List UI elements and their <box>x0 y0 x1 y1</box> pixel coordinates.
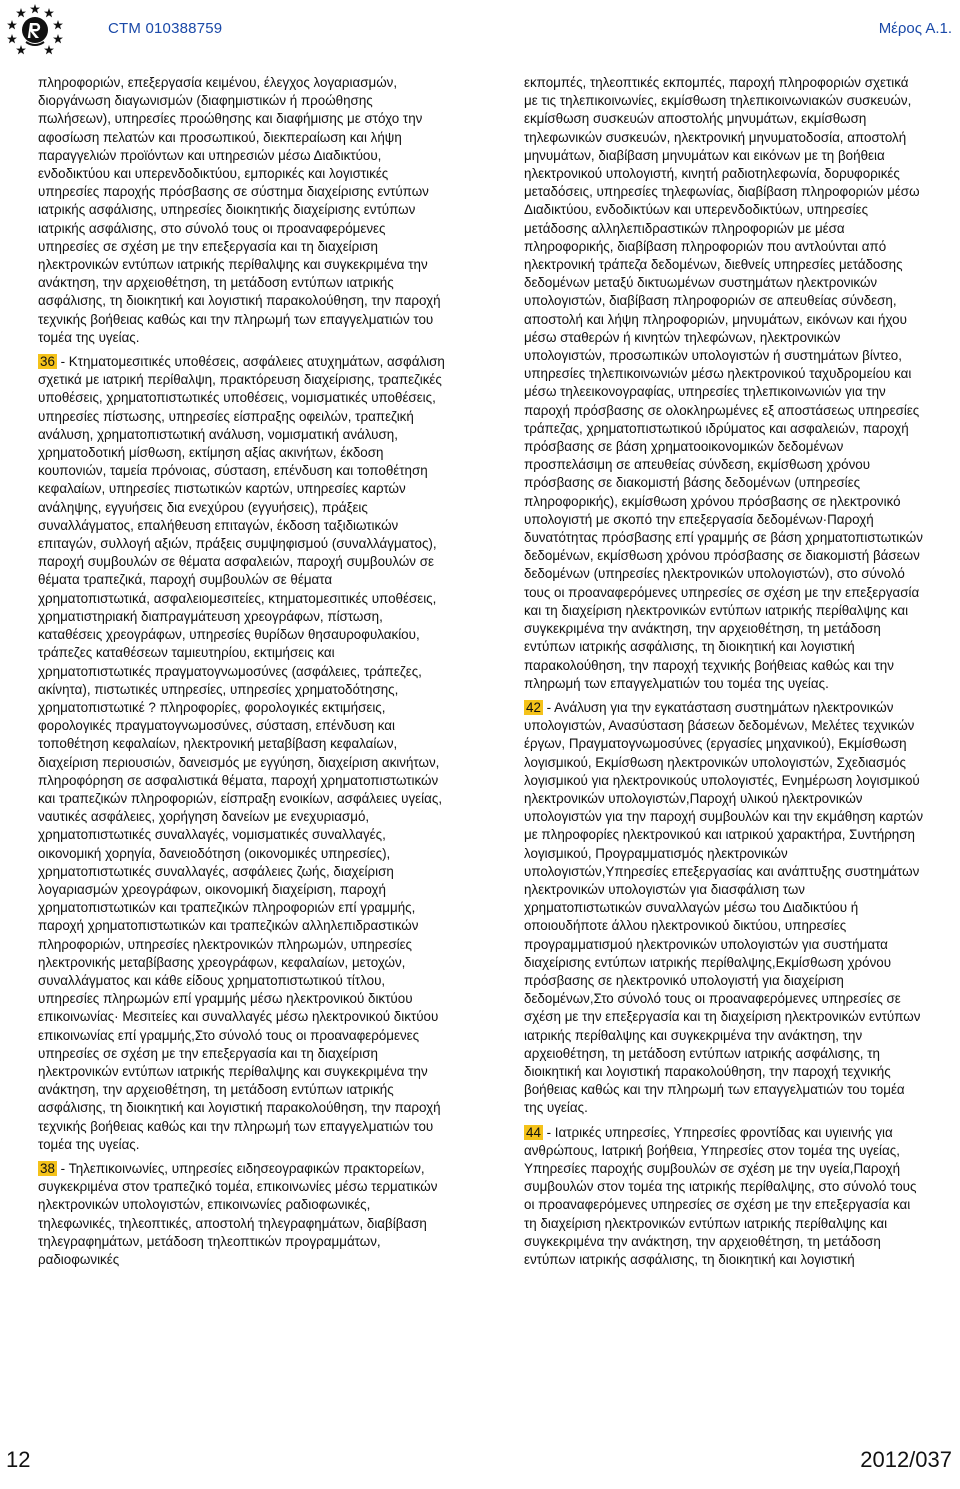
left-column <box>38 74 446 1275</box>
class-44-paragraph <box>524 1124 924 1270</box>
eu-stars-r-logo-icon <box>4 2 66 58</box>
trademark-number: CTM 010388759 <box>108 20 223 37</box>
right-intro-paragraph: εκπομπές, τηλεοπτικές εκπομπές, παροχή πληροφοριών σχετικά με τις τηλεπικοινωνίες, εκμίσθωση τηλεπικοινωνιακών συσκευών, εκμίσθωση συσκευών αποστολής μηνυμάτων, εκμίσθωση τηλεφωνικών συσκευών, ηλεκτρονική μηνυματοδοσία, αποστολή μηνυμάτων, διαβίβαση μηνυμάτων και εικόνων με τη βοήθεια ηλεκτρονικού υπολογιστή, κινητή ραδιοτηλεφωνία, δορυφορικές μεταδόσεις, υπηρεσίες τηλεφωνίας, διαβίβαση πληροφοριών μέσω Διαδικτύου, ενδοδικτύων και υπερενδοδικτύων, υπηρεσίες μετάδοσης αλληλεπιδραστικών πληροφοριών με μέσα πληροφορικής, διαβίβαση πληροφοριών που αντλούνται από ηλεκτρονική τράπεζα δεδομένων, διεθνείς υπηρεσίες μετάδοσης δεδομένων μεταξύ δικτυωμένων συστημάτων ηλεκτρονικών υπολογιστών, διαβίβαση πληροφοριών σε απευθείας σύνδεση, αποστολή και λήψη πληροφοριών, μηνυμάτων, εικόνων και ήχου μέσω σταθερών ή κινητών τηλεφώνων, ηλεκτρονικών υπολογιστών, προσωπικών υπολογιστών ή συστημάτων βίντεο, υπηρεσίες τηλεπικοινωνιών μέσω ηλεκτρονικού ταχυδρομείου και μέσω τηλεεικονογραφίας, υπηρεσίες τηλεπικοινωνιών για την παροχή πρόσβασης σε ολοκληρωμένες εξ αποστάσεως υπηρεσίες τράπεζας, χρηματοπιστωτικού ιδρύματος και ασφαλειών, παροχή πρόσβασης σε βάση χρηματοοικονομικών δεδομένων προσπελάσιμη σε απευθείας σύνδεση, εκμίσθωση χρόνου πρόσβασης σε διακομιστή βάσης δεδομένων (υπηρεσίες πληροφορικής), εκμίσθωση χρόνου πρόσβασης σε ηλεκτρονικό υπολογιστή με σκοπό την επεξεργασία δεδομένων·Παροχή δυνατότητας πρόσβασης επί γραμμής σε βάση χρηματοπιστωτικών δεδομένων, εκμίσθωση χρόνου πρόσβασης σε διακομιστή βάσεων δεδομένων (υπηρεσίες ηλεκτρονικών υπολογιστών), στο σύνολό τους οι προαναφερόμενες υπηρεσίες σε σχέση με την επεξεργασία και τη διαχείριση ηλεκτρονικών εντύπων ιατρικής περίθαλψης και συγκεκριμένα την ανάκτηση, την αρχειοθέτηση, τη μετάδοση εντύπων ιατρικής ασφάλισης, τη διοικητική και λογιστική παρακολούθηση, την παροχή τεχνικής βοήθειας καθώς και την πληρωμή των επαγγελματιών του τομέα της υγείας. <box>524 75 923 691</box>
class-38-text: - Τηλεπικοινωνίες, υπηρεσίες ειδησεογραφικών πρακτορείων, συγκεκριμένα στον τραπεζικό τομέα, επικοινωνίες μέσω τερματικών ηλεκτρονικών υπολογιστών, επικοινωνίες ραδιοφωνικές, τηλεφωνικές, τηλεοπτικές, αποστολή τηλεγραφημάτων, διαβίβαση τηλεγραφημάτων, μετάδοση τηλεοπτικών προγραμμάτων, ραδιοφωνικές <box>38 1160 438 1267</box>
class-42-paragraph <box>524 699 924 1118</box>
right-column <box>524 74 924 1275</box>
bulletin-issue: 2012/037 <box>860 1447 952 1472</box>
class-36-number: 36 <box>40 354 55 370</box>
class-36-paragraph <box>38 353 446 1154</box>
class-38-paragraph <box>38 1160 446 1269</box>
class-42-number: 42 <box>526 699 541 715</box>
page-header <box>0 0 960 62</box>
page-number: 12 <box>6 1447 31 1472</box>
class-38-number: 38 <box>40 1160 55 1176</box>
class-36-text: - Κτηματομεσιτικές υποθέσεις, ασφάλειες ατυχημάτων, ασφάλιση σχετικά με ιατρική περίθαλψη, πρακτόρευση διαχείρισης, τραπεζικές υποθέσεις, χρηματοπιστωτικές υποθέσεις, νομισματικές υποθέσεις, υπηρεσίες πίστωσης, υπηρεσίες είσπραξης οφειλών, τραπεζική ανάλυση, χρηματοπιστωτική ανάλυση, νομισματική ανάλυση, χρηματοδοτική μίσθωση, εκτίμηση αξίας ακινήτων, έκδοση κουπονιών, ταμεία πρόνοιας, σύσταση, επένδυση και τοποθέτηση κεφαλαίων, υπηρεσίες πιστωτικών καρτών, υπηρεσίες καρτών ανάληψης, εγγυήσεις δια ενεχύρου (εγγυήσεις), πράξεις συναλλάγματος, επαλήθευση επιταγών, έκδοση ταξιδιωτικών επιταγών, συλλογή αξιών, πράξεις συμψηφισμού (συναλλάγματος), παροχή συμβουλών σε θέματα ασφαλειών, παροχή συμβουλών σε θέματα τραπεζικά, παροχή συμβουλών σε θέματα χρηματοπιστωτικά, ασφαλειομεσιτείες, κτηματομεσιτικές υποθέσεις, χρηματιστηριακή διαπραγμάτευση χρεογράφων, πίστωση, καταθέσεις χρεογράφων, υπηρεσίες θυρίδων θησαυροφυλακίου, τράπεζες καταθέσεων ταμιευτηρίου, εκτιμήσεις και χρηματοπιστωτικές πραγματογνωμοσύνες (ασφάλειες, τράπεζες, ακίνητα), πιστωτικές υπηρεσίες, υπηρεσίες χρηματοδότησης, χρηματοπιστωτικέ ? πληροφορίες, φορολογικές εκτιμήσεις, φορολογικές πραγματογνωμοσύνες, σύσταση, επένδυση και τοποθέτηση κεφαλαίων, ηλεκτρονική μεταβίβαση κεφαλαίων, διαχείριση περιουσιών, δανεισμός με εγγύηση, διαχείριση ακινήτων, πληροφόρηση σε ασφαλιστικά θέματα, παροχή χρηματοπιστωτικών και τραπεζικών πληροφοριών, είσπραξη ενοικίων, ασφάλειες υγείας, ναυτικές ασφάλειες, χορήγηση δανείων με ενεχυριασμό, χρηματοπιστωτικές συναλλαγές, νομισματικές συναλλαγές, οικονομική χορηγία, δανειοδότηση (οικονομικές υπηρεσίες), χρηματοπιστωτικές συναλλαγές, ασφάλειες ζωής, διαχείριση λογαριασμών χρεογράφων, οικονομική διαχείριση, παροχή χρηματοπιστωτικών και τραπεζικών πληροφοριών επί γραμμής, παροχή χρηματοπιστωτικών και τραπεζικών αλληλεπιδραστικών πληροφοριών, υπηρεσίες ηλεκτρονικών πληρωμών, υπηρεσίες ηλεκτρονικής μεταβίβασης χρεογράφων, κεφαλαίων, μετοχών, συναλλάγματος και κάθε είδους χρηματοπιστωτικού τίτλου, υπηρεσίες πληρωμών επί γραμμής μέσω ηλεκτρονικού δικτύου επικοινωνίας· Μεσιτείες και συναλλαγές μέσω ηλεκτρονικού δικτύου επικοινωνίας επί γραμμής,Στο σύνολό τους οι προαναφερόμενες υπηρεσίες σε σχέση με την επεξεργασία και τη διαχείριση ηλεκτρονικών εντύπων ιατρικής περίθαλψης και συγκεκριμένα την ανάκτηση, την αρχειοθέτηση, τη μετάδοση εντύπων ιατρικής ασφάλισης, τη διοικητική και λογιστική παρακολούθηση, την παροχή τεχνικής βοήθειας καθώς και την πληρωμή των επαγγελματιών του τομέα της υγείας. <box>38 354 445 1152</box>
class-42-text: - Ανάλυση για την εγκατάσταση συστημάτων ηλεκτρονικών υπολογιστών, Ανασύσταση βάσεων δεδομένων, Μελέτες τεχνικών έργων, Πραγματογνωμοσύνες (εργασίες μηχανικού), Εκμίσθωση λογισμικού, Εκμίσθωση ηλεκτρονικών υπολογιστών, Σχεδιασμός λογισμικού για ηλεκτρονικούς υπολογιστές, Ενημέρωση λογισμικού ηλεκτρονικών υπολογιστών,Παροχή υλικού ηλεκτρονικών υπολογιστών για την παροχή συμβουλών και την εκμάθηση καρτών με πληροφορίες ηλεκτρονικού και ιατρικού χαρακτήρα, Συντήρηση λογισμικού, Προγραμματισμός ηλεκτρονικών υπολογιστών,Υπηρεσίες επεξεργασίας και ανάπτυξης συστημάτων ηλεκτρονικών υπολογιστών για διασφάλιση των χρηματοπιστωτικών συναλλαγών μέσω του Διαδικτύου ή οποιουδήποτε άλλου ηλεκτρονικού δικτύου, υπηρεσίες προγραμματισμού ηλεκτρονικών υπολογιστών για συστήματα διαχείρισης εντύπων ιατρικής περίθαλψης,Εκμίσθωση χρόνου πρόσβασης σε ηλεκτρονικό υπολογιστή για διαχείριση δεδομένων,Στο σύνολό τους οι προαναφερόμενες υπηρεσίες σε σχέση με την επεξεργασία και τη διαχείριση ηλεκτρονικών εντύπων ιατρικής περίθαλψης και συγκεκριμένα την ανάκτηση, την αρχειοθέτηση, τη μετάδοση εντύπων ιατρικής ασφάλισης, τη διοικητική και λογιστική παρακολούθηση, την παροχή τεχνικής βοήθειας καθώς και την πληρωμή των επαγγελματιών του τομέα της υγείας. <box>524 699 924 1116</box>
class-44-text: - Ιατρικές υπηρεσίες, Υπηρεσίες φροντίδας και υγιεινής για ανθρώπους, Ιατρική βοήθεια, Υπηρεσίες στον τομέα της υγείας, Υπηρεσίες παροχής συμβουλών σε σχέση με την υγεία,Παροχή συμβουλών στον τομέα της ιατρικής περίθαλψης, στο σύνολό τους οι προαναφερόμενες υπηρεσίες σε σχέση με την επεξεργασία και τη διαχείριση ηλεκτρονικών εντύπων ιατρικής περίθαλψης και συγκεκριμένα την ανάκτηση, την αρχειοθέτηση, τη μετάδοση εντύπων ιατρικής ασφάλισης, τη διοικητική και λογιστική <box>524 1124 917 1267</box>
class-44-number: 44 <box>526 1124 541 1140</box>
left-intro-paragraph: πληροφοριών, επεξεργασία κειμένου, έλεγχος λογαριασμών, διοργάνωση διαγωνισμών (διαφημιστικών ή προώθησης πωλήσεων), υπηρεσίες προώθησης και διαφήμισης με στόχο την αφοσίωση πελατών και προσωπικού, διεκπεραίωση και λήψη παραγγελιών προϊόντων και υπηρεσιών μέσω Διαδικτύου, ενδοδικτύου και υπερενδοδικτύου, εμπορικές και λογιστικές υπηρεσίες παροχής πρόσβασης σε σύστημα διαχείρισης εντύπων ιατρικής ασφάλισης, υπηρεσίες διοικητικής διαχείρισης εντύπων ιατρικής ασφάλισης, στο σύνολό τους οι προαναφερόμενες υπηρεσίες σε σχέση με την επεξεργασία και τη διαχείριση ηλεκτρονικών εντύπων ιατρικής περίθαλψης και συγκεκριμένα την ανάκτηση, την αρχειοθέτηση, τη μετάδοση εντύπων ιατρικής ασφάλισης, τη διοικητική και λογιστική παρακολούθηση, την παροχή τεχνικής βοήθειας καθώς και την πληρωμή των επαγγελματιών του τομέα της υγείας. <box>38 75 441 345</box>
bulletin-part: Μέρος Α.1. <box>878 20 952 37</box>
